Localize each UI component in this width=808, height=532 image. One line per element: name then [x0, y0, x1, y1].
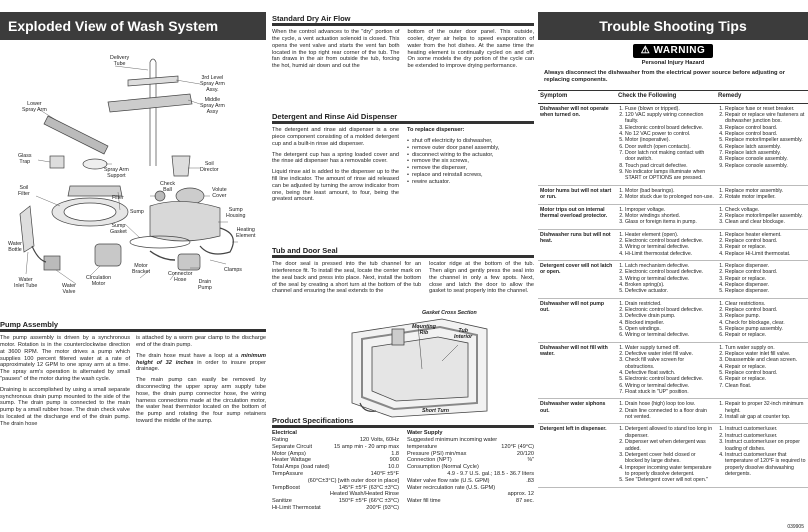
check-cell	[616, 185, 716, 204]
exploded-diagram-art	[0, 46, 266, 296]
remedy-cell	[716, 260, 808, 298]
label-water-inlet-tube: Water Inlet Tube	[14, 277, 38, 289]
list-item: 4. Replace Hi-Limit thermostat.	[725, 251, 806, 257]
remedy-cell	[716, 229, 808, 260]
list-item: 4. Replace dispenser.	[725, 282, 806, 288]
spec-row	[407, 485, 534, 492]
divider	[272, 425, 534, 428]
spec-row	[272, 505, 399, 512]
list-item: 3. Electronic control board defective.	[625, 125, 714, 131]
document-number: 039905	[787, 523, 804, 530]
check-list	[618, 207, 714, 226]
tub-seal-heading: Tub and Door Seal	[272, 246, 338, 255]
water-specs	[407, 430, 534, 512]
spec-label: Rating	[272, 436, 289, 443]
label-sump-gasket: Sump Gasket	[110, 223, 127, 235]
label-spray-arm-support: Spray Arm Support	[104, 167, 129, 179]
spec-row	[272, 471, 399, 478]
list-item: 1. Turn water supply on.	[725, 345, 806, 351]
spec-value: 20/120	[516, 450, 534, 457]
list-item: 1. Drain hose (high) loop too low.	[625, 401, 714, 407]
check-cell	[616, 424, 716, 487]
list-item: 5. Open windings.	[625, 326, 714, 332]
list-item: 6. Wiring or terminal defective.	[625, 332, 714, 338]
pump-paragraph: is attached by a worm gear clamp to the discharge end of the drain pump.	[136, 335, 266, 348]
list-item: 4. Improper incoming water temperature to properly dissolve detergent.	[625, 465, 714, 478]
spec-value: 87 sec.	[515, 498, 534, 505]
remedy-cell	[716, 103, 808, 185]
label-lower-spray-arm: Lower Spray Arm	[22, 101, 47, 113]
spec-label: Motor (Amps)	[272, 450, 306, 457]
table-row	[538, 204, 808, 229]
list-item: 2. Replace water inlet fill valve.	[725, 351, 806, 357]
check-cell	[616, 399, 716, 424]
list-item: • remove the dispenser,	[407, 165, 534, 172]
remedy-cell	[716, 298, 808, 342]
wash-system-diagram	[0, 46, 266, 296]
remedy-cell	[716, 342, 808, 399]
list-item: 3. Repair or replace.	[725, 276, 806, 282]
list-item: 5. Electronic control board defective.	[625, 376, 714, 382]
remedy-list	[718, 106, 806, 169]
column-header: Symptom	[538, 91, 616, 103]
spec-label: temperature	[407, 443, 438, 450]
label-soil-filter: Soil Filter	[18, 185, 30, 197]
column-header: Check the Following	[616, 91, 716, 103]
remedy-list	[718, 263, 806, 295]
list-item: 2. Electronic control board defective.	[625, 238, 714, 244]
dry-air-section	[272, 14, 534, 74]
detergent-paragraph: The detergent cup has a spring loaded cover and the rinse aid dispenser has a removable cover.	[272, 151, 399, 165]
list-item: 2. Install air gap at counter top.	[725, 414, 806, 420]
label-check-ball: Check Ball	[160, 181, 176, 193]
remedy-list	[718, 301, 806, 339]
check-cell	[616, 260, 716, 298]
spec-row	[272, 457, 399, 464]
list-item: • disconnect wiring to the actuator,	[407, 152, 534, 159]
symptom-cell: Dishwasher will not operate when turned on.	[538, 103, 616, 185]
list-item: 1. Instruct customer/user.	[725, 426, 806, 432]
list-item: 2. Dispenser wet when detergent was added.	[625, 439, 714, 452]
tub-seal-art	[272, 299, 534, 419]
symptom-cell: Detergent left in dispenser.	[538, 424, 616, 487]
spec-label: Water fill time	[407, 498, 441, 505]
label-volute-cover: Volute Cover	[212, 187, 227, 199]
list-item: 1. Replace heater element.	[725, 232, 806, 238]
divider	[0, 329, 266, 332]
list-item: 1. Detergent allowed to stand too long in dispenser.	[625, 426, 714, 439]
spec-row	[407, 457, 534, 464]
spec-value: approx. 12	[507, 491, 534, 498]
list-item: 2. Electronic control board defective.	[625, 307, 714, 313]
check-list	[618, 263, 714, 295]
list-item: 2. Defective water inlet fill valve.	[625, 351, 714, 357]
spec-value: .83	[526, 477, 534, 484]
list-item: 7. Door latch not making contact with door switch.	[625, 150, 714, 163]
spec-label: TempBoost	[272, 484, 300, 491]
list-item: 2. Motor stuck due to prolonged non-use.	[625, 194, 714, 200]
list-item: 3. Clean and clear blockage.	[725, 219, 806, 225]
remedy-cell	[716, 185, 808, 204]
divider	[272, 121, 534, 124]
list-item: 1. Fuse (blown or tripped).	[625, 106, 714, 112]
list-item: 1. Repair to proper 32-inch minimum height.	[725, 401, 806, 414]
list-item: 5. Defective actuator.	[625, 288, 714, 294]
product-specs-section	[272, 416, 534, 512]
spec-label: Suggested minimum incoming water	[407, 436, 498, 443]
detergent-paragraph: The detergent and rinse aid dispenser is a one piece component consisting of a molded detergent cup and a built-in rinse aid dispenser.	[272, 127, 399, 147]
list-item: 4. Hi-Limit thermostat defective.	[625, 251, 714, 257]
detergent-section	[272, 112, 534, 207]
spec-row	[407, 437, 534, 444]
table-header-row	[538, 91, 808, 103]
dry-air-heading: Standard Dry Air Flow	[272, 14, 351, 23]
label-water-valve: Water Valve	[62, 283, 76, 295]
label-heating-element: Heating Element	[236, 227, 256, 239]
list-item: 9. Replace console assembly.	[725, 163, 806, 169]
list-item: 2. Motor windings shorted.	[625, 213, 714, 219]
replace-dispenser-heading: To replace dispenser:	[407, 127, 465, 134]
label-clamps: Clamps	[224, 267, 242, 273]
remedy-cell	[716, 399, 808, 424]
troubleshooting-column	[538, 0, 808, 488]
bold-span: minimum height of 32 inches	[136, 352, 266, 366]
electrical-specs	[272, 430, 399, 512]
list-item: 6. Door switch (open contacts).	[625, 144, 714, 150]
text-span: The drain hose must have a loop at a	[136, 352, 242, 359]
list-item: 6. Replace latch assembly.	[725, 144, 806, 150]
label-delivery-tube: Delivery Tube	[110, 55, 130, 67]
troubleshooting-rows	[538, 103, 808, 487]
list-item: 6. Wiring or terminal defective.	[625, 383, 714, 389]
spec-value: 145°F ±5°F (63°C ±3°C)	[338, 484, 399, 491]
spec-row	[407, 464, 534, 471]
label-tub-interior: Tub Interior	[454, 328, 473, 341]
spec-row	[272, 491, 399, 498]
check-cell	[616, 298, 716, 342]
list-item: 1. Heater element (open).	[625, 232, 714, 238]
spec-value: 140°F ±5°F	[370, 471, 399, 478]
troubleshooting-table	[538, 90, 808, 487]
table-row	[538, 103, 808, 185]
remedy-list	[718, 232, 806, 257]
list-item: • shut off electricity to dishwasher,	[407, 138, 534, 145]
table-row	[538, 260, 808, 298]
check-list	[618, 106, 714, 182]
table-row	[538, 342, 808, 399]
remedy-list	[718, 426, 806, 477]
pump-assembly-heading: Pump Assembly	[0, 320, 59, 329]
label-sump-housing: Sump Housing	[226, 207, 246, 219]
check-cell	[616, 229, 716, 260]
list-item: 5. Motor (inoperative).	[625, 137, 714, 143]
divider	[272, 255, 534, 258]
spec-label: Hi-Limit Thermostat	[272, 505, 321, 512]
list-item: 4. Instruct customer/user that temperature of 120°F is required to properly dissolve dishwashing detergents.	[725, 452, 806, 477]
spec-label: Water valve flow rate (U.S. GPM)	[407, 477, 490, 484]
list-item: 4. Check for blockage, clear.	[725, 320, 806, 326]
door-seal-figure	[272, 299, 534, 419]
list-item: 3. Replace control board.	[725, 125, 806, 131]
spec-row	[272, 444, 399, 451]
troubleshooting-title: Trouble Shooting Tips	[538, 12, 808, 40]
remedy-cell	[716, 424, 808, 487]
warning-message: Always disconnect the dishwasher from the electrical power source before adjusting or replacing components.	[544, 70, 785, 84]
spec-value: (60°C±3°C) [with outer door in place]	[307, 477, 399, 484]
list-item: 2. 120 VAC supply wiring connection faulty.	[625, 112, 714, 125]
list-item: 4. Repair or replace.	[725, 364, 806, 370]
symptom-cell: Dishwasher water siphons out.	[538, 399, 616, 424]
list-item: 2. Replace motor/impeller assembly.	[725, 213, 806, 219]
list-item: 3. Repair or replace.	[725, 244, 806, 250]
label-filter: Filter	[112, 195, 124, 201]
list-item: 1. Clear restrictions.	[725, 301, 806, 307]
label-middle-spray-arm: Middle Spray Arm Assy	[200, 97, 225, 115]
remedy-cell	[716, 204, 808, 229]
electrical-rows	[272, 437, 399, 512]
label-glass-trap: Glass Trap	[18, 153, 32, 165]
list-item: • remove the six screws,	[407, 158, 534, 165]
spec-row	[272, 437, 399, 444]
check-list	[618, 345, 714, 396]
spec-row	[272, 498, 399, 505]
check-list	[618, 426, 714, 483]
replace-steps-list	[407, 138, 534, 186]
check-list	[618, 232, 714, 257]
spec-label: Heater Wattage	[272, 457, 311, 464]
list-item: 1. Water supply turned off.	[625, 345, 714, 351]
water-supply-heading: Water Supply	[407, 430, 443, 437]
list-item: 3. Replace pump.	[725, 313, 806, 319]
symptom-cell: Detergent cover will not latch or open.	[538, 260, 616, 298]
column-header: Remedy	[716, 91, 808, 103]
list-item: 1. Check voltage.	[725, 207, 806, 213]
check-list	[618, 188, 714, 201]
spec-row	[407, 444, 534, 451]
warning-text: WARNING	[653, 45, 706, 56]
warning-subtitle: Personal Injury Hazard	[641, 60, 705, 67]
spec-row	[407, 498, 534, 505]
symptom-cell: Dishwasher will not fill with water.	[538, 342, 616, 399]
spec-value: 15 amp min - 20 amp max	[334, 443, 399, 450]
pump-paragraph: The main pump can easily be removed by disconnecting the upper spray arm supply tube hose, the drain pump connector hose, the wiring harness connections made at the circulation motor, the water heat thermistor located on the bottom of the pump and rotating the four sump retainers toward the middle of the sump.	[136, 377, 266, 425]
spec-label: Sanitize	[272, 498, 292, 505]
warning-triangle-icon: ⚠	[640, 45, 651, 56]
list-item: 1. Drain restricted.	[625, 301, 714, 307]
list-item: 7. Float stuck in "UP" position.	[625, 389, 714, 395]
label-sump: Sump	[130, 209, 144, 215]
symptom-cell: Dishwasher will not pump out.	[538, 298, 616, 342]
remedy-list	[718, 207, 806, 226]
list-item: 7. Clean float.	[725, 383, 806, 389]
list-item: 7. Replace latch assembly.	[725, 150, 806, 156]
tub-seal-paragraph: locator ridge at the bottom of the tub. Then align and gently press the seal into the channel in only a few spots. Next, close and latch the door to allow the gasket to seat properly into the channel.	[429, 261, 534, 295]
list-item: 3. Glass or foreign items in pump.	[625, 219, 714, 225]
text-span: in order to insure proper drainage.	[136, 359, 266, 373]
list-item: 3. Instruct customer/user on proper loading of dishes.	[725, 439, 806, 452]
list-item: 9. No indicator lamps illuminate when START or OPTIONS are pressed.	[625, 169, 714, 182]
list-item: 5. Replace pump assembly.	[725, 326, 806, 332]
remedy-list	[718, 345, 806, 389]
table-row	[538, 424, 808, 487]
spec-row	[272, 478, 399, 485]
list-item: 5. Replace control board.	[725, 370, 806, 376]
spec-label: Pressure (PSI) min/max	[407, 450, 467, 457]
water-rows	[407, 437, 534, 505]
list-item: 4. Defective float switch.	[625, 370, 714, 376]
list-item: 3. Defective drain pump.	[625, 313, 714, 319]
remedy-list	[718, 401, 806, 420]
list-item: 4. No 12 VAC power to control.	[625, 131, 714, 137]
list-item: 3. Detergent cover held closed or blocked by large dishes.	[625, 452, 714, 465]
spec-label: Connection (NPT)	[407, 457, 452, 464]
list-item: 3. Disassemble and clean screen.	[725, 357, 806, 363]
spec-value: 10.0	[388, 464, 399, 471]
symptom-cell: Motor trips out on internal thermal overload protector.	[538, 204, 616, 229]
list-item: 2. Electronic control board defective.	[625, 269, 714, 275]
list-item: 2. Replace control board.	[725, 307, 806, 313]
table-row	[538, 185, 808, 204]
spec-row	[407, 491, 534, 498]
table-row	[538, 298, 808, 342]
spec-value: 120°F (49°C)	[501, 443, 534, 450]
detergent-paragraph: Liquid rinse aid is added to the dispenser up to the fill line indicator. The amount of rinse aid released can be adjusted by turning the arrow indicator from one, being the least amount, to four, being the greatest amount.	[272, 169, 399, 203]
label-water-bottle: Water Bottle	[8, 241, 22, 253]
label-connector-hose: Connector Hose	[168, 271, 193, 283]
dry-air-paragraph: When the control advances to the "dry" portion of the cycle, a vent actuation solenoid is closed. This opens the vent valve and starts the vent fan both located in the top right rear corner of the tub. The fan draws in the air from outside the tub, forcing the hot, humid air down and out the	[272, 29, 400, 70]
warning-box	[538, 44, 808, 67]
spec-row	[407, 471, 534, 478]
table-row	[538, 229, 808, 260]
pump-paragraph-loop	[136, 353, 266, 373]
exploded-view-title: Exploded View of Wash System	[0, 12, 266, 40]
spec-label: Water recirculation rate (U.S. GPM)	[407, 484, 496, 491]
remedy-list	[718, 188, 806, 201]
symptom-cell: Motor hums but will not start or run.	[538, 185, 616, 204]
spec-value: 1.8	[391, 450, 399, 457]
list-item: 1. Improper voltage.	[625, 207, 714, 213]
list-item: 4. Blocked impeller.	[625, 320, 714, 326]
label-short-turn: Short Turn	[422, 408, 449, 415]
list-item: 1. Motor (bad bearings).	[625, 188, 714, 194]
electrical-heading: Electrical	[272, 430, 297, 437]
list-item: 1. Replace dispenser.	[725, 263, 806, 269]
tub-door-seal-section	[272, 246, 534, 419]
list-item: 3. Check fill valve screen for obstructions.	[625, 357, 714, 370]
list-item: 2. Instruct customer/user.	[725, 433, 806, 439]
label-circulation-motor: Circulation Motor	[86, 275, 112, 287]
check-cell	[616, 342, 716, 399]
label-motor-bracket: Motor Bracket	[132, 263, 150, 275]
spec-row	[407, 478, 534, 485]
spec-label: Separate Circuit	[272, 443, 313, 450]
spec-value: ⅜"	[527, 457, 534, 464]
list-item: 2. Drain line connected to a floor drain not vented.	[625, 408, 714, 421]
list-item: 4. Broken spring(s).	[625, 282, 714, 288]
list-item: 6. Repair or replace.	[725, 376, 806, 382]
specs-heading: Product Specifications	[272, 416, 354, 425]
list-item: 4. Replace control board.	[725, 131, 806, 137]
exploded-view-column	[0, 0, 266, 427]
list-item: 1. Replace fuse or reset breaker.	[725, 106, 806, 112]
list-item: 5. Replace dispenser.	[725, 288, 806, 294]
spec-value: Heated Wash/Heated Rinse	[329, 491, 399, 498]
spec-label: Total Amps (load rated)	[272, 464, 330, 471]
label-mounting-rib: Mounting Rib	[412, 324, 436, 337]
spec-row	[407, 451, 534, 458]
check-cell	[616, 103, 716, 185]
pump-paragraph: Draining is accomplished by using a small separate synchronous drain pump mounted to the side of the sump. The drain pump is connected to the main pump by a small rubber hose. The drain check valve is located at the discharge end of the drain pump. The drain hose	[0, 386, 130, 427]
detergent-heading: Detergent and Rinse Aid Dispenser	[272, 112, 398, 121]
spec-value: 4.9 - 9.7 U.S. gal.; 18.5 - 36.7 liters	[447, 471, 534, 478]
label-soil-director: Soil Director	[200, 161, 219, 173]
spec-label: Consumption (Normal Cycle)	[407, 464, 479, 471]
spec-label: TempAssure	[272, 471, 304, 478]
check-cell	[616, 204, 716, 229]
pump-assembly-section	[0, 320, 266, 432]
label-gasket-cross-section: Gasket Cross Section	[422, 310, 477, 317]
check-list	[618, 301, 714, 339]
table-row	[538, 399, 808, 424]
spec-row	[272, 451, 399, 458]
list-item: 2. Replace control board.	[725, 238, 806, 244]
tub-seal-paragraph: The door seal is pressed into the tub channel for an interference fit. To install the seal, locate the center mark on the seal back and press into place. Next, install the bottom of the seal by creating a short turn at the bottom of the tub channel and ensuring the seal extends to the	[272, 261, 422, 295]
check-list	[618, 401, 714, 420]
list-item: 2. Repair or replace wire fasteners at dishwasher junction box.	[725, 112, 806, 125]
pump-paragraph: The pump assembly is driven by a synchronous motor. Rotation is in the counterclockwise direction at 3600 RPM. The motor drives a pump which supplies 100 percent filtered water at a rate of approximately 12 GPM to one spray arm at a time. The spray arm's operation is alternated by small "pauses" of the motor during the wash cycle.	[0, 335, 130, 383]
list-item: 2. Replace control board.	[725, 269, 806, 275]
list-item: 5. See "Detergent cover will not open."	[625, 477, 714, 483]
list-item: 6. Repair or replace.	[725, 332, 806, 338]
label-3rd-level-spray-arm: 3rd Level Spray Arm Assy.	[200, 75, 225, 93]
spec-value: 900	[389, 457, 399, 464]
list-item: 8. Replace console assembly.	[725, 156, 806, 162]
spec-row	[272, 464, 399, 471]
list-item: 5. Replace motor/impeller assembly.	[725, 137, 806, 143]
list-item: • remove outer door panel assembly,	[407, 145, 534, 152]
label-drain-pump: Drain Pump	[198, 279, 212, 291]
list-item: • rewire actuator.	[407, 179, 534, 186]
list-item: 1. Replace motor assembly.	[725, 188, 806, 194]
spec-row	[272, 485, 399, 492]
list-item: 3. Wiring or terminal defective.	[625, 276, 714, 282]
spec-value: 150°F ±5°F (66°C ±3°C)	[338, 498, 399, 505]
spec-value: 200°F (93°C)	[366, 505, 399, 512]
list-item: 8. Touch pad circuit defective.	[625, 163, 714, 169]
spec-value: 120 Volts, 60Hz	[359, 436, 399, 443]
warning-label	[633, 44, 714, 58]
divider	[272, 23, 534, 26]
list-item: 3. Wiring or terminal defective.	[625, 244, 714, 250]
dry-air-paragraph: bottom of the outer door panel. This outside, cooler, dryer air helps to speed evaporation of water from the hot dishes. At the same time the heating element is continually cycled on and off. On some models the dry portion of the cycle can be extended to improve drying performance.	[407, 29, 534, 70]
list-item: • replace and reinstall screws,	[407, 172, 534, 179]
list-item: 1. Latch mechanism defective.	[625, 263, 714, 269]
symptom-cell: Dishwasher runs but will not heat.	[538, 229, 616, 260]
list-item: 2. Rotate motor impeller.	[725, 194, 806, 200]
